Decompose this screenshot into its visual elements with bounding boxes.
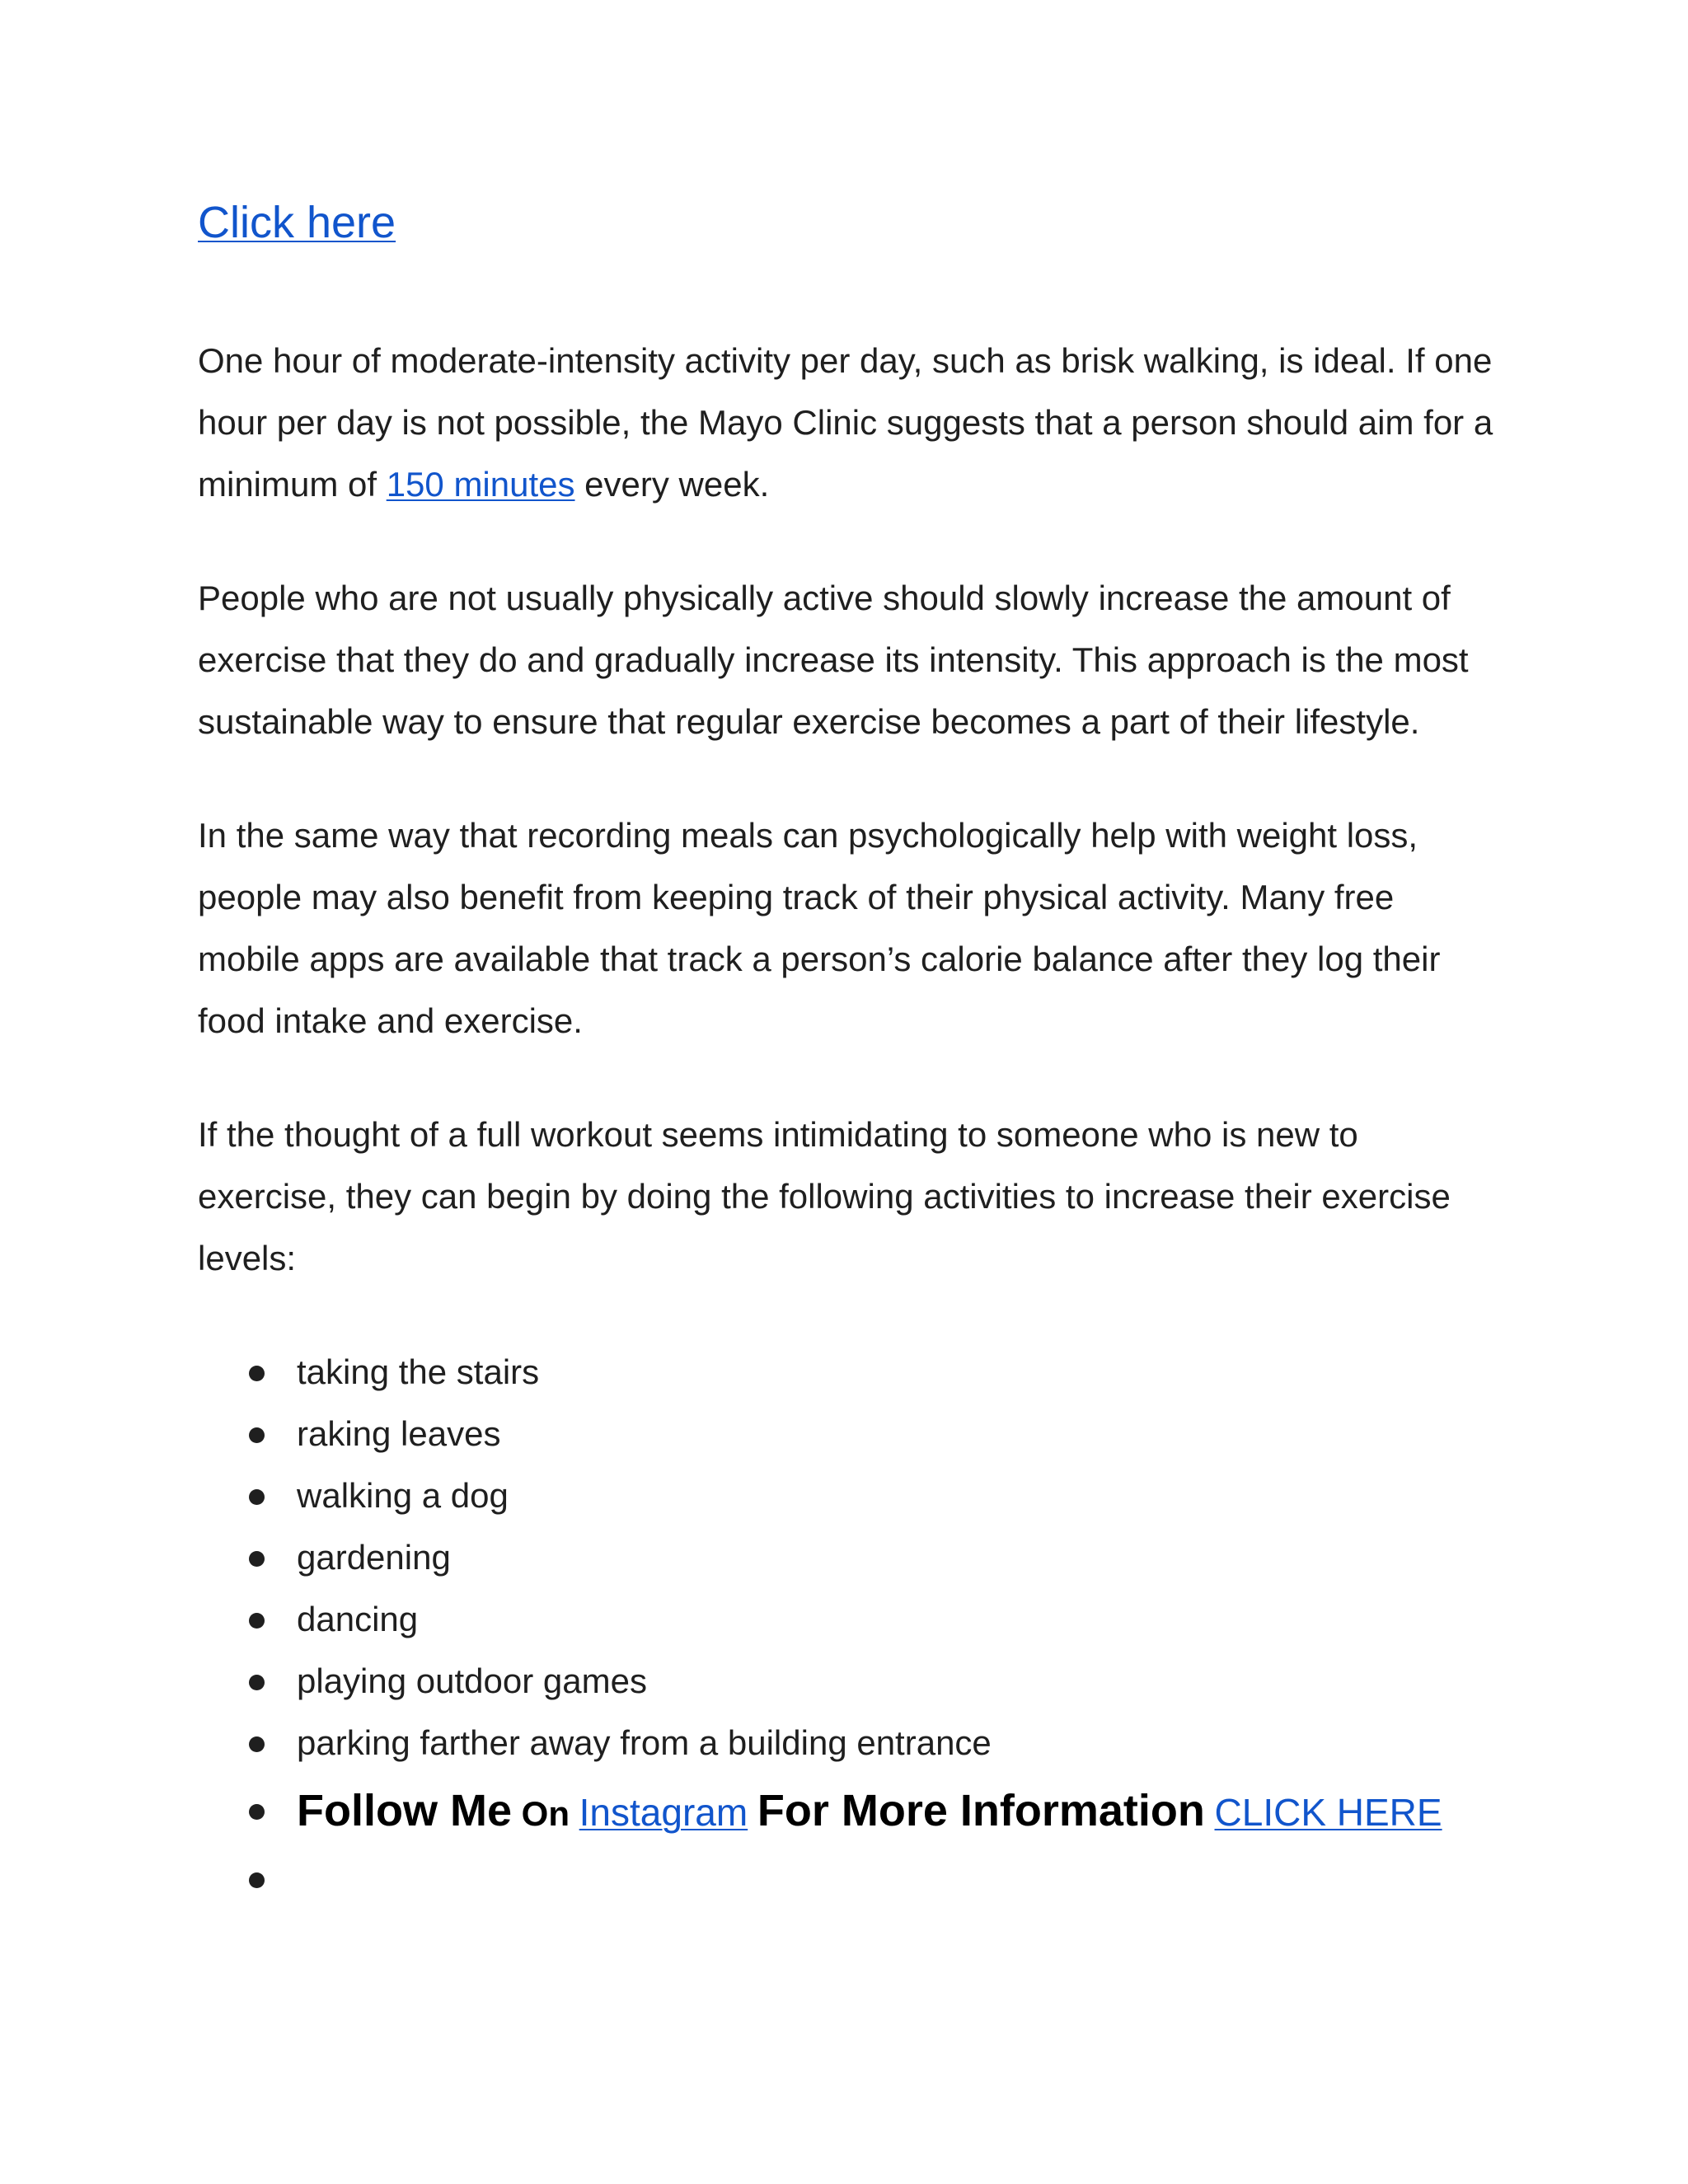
paragraph-gap (198, 1289, 1500, 1341)
paragraph-gap (198, 1052, 1500, 1104)
follow-me-text: Follow Me (297, 1786, 512, 1835)
list-item (198, 1650, 1500, 1712)
paragraph-text: every week. (574, 465, 770, 504)
bullet-icon (249, 1804, 265, 1820)
click-here-link[interactable]: Click here (198, 198, 396, 247)
paragraph-gradual-increase: People who are not usually physically active should slowly increase the amount of exercise that they do and gradually increase its intensity. This approach is the most sustainable way to ensure that regular exercise becomes a part of their lifestyle. (198, 579, 1469, 741)
activities-list (198, 1341, 1500, 1910)
list-item (198, 1341, 1500, 1403)
list-item (198, 1465, 1500, 1526)
list-item (198, 1403, 1500, 1465)
bullet-icon (249, 1675, 265, 1690)
promo-list-item (198, 1774, 1500, 1848)
list-item-text: gardening (297, 1538, 451, 1577)
instagram-link[interactable]: Instagram (579, 1791, 748, 1834)
paragraph-exercise-duration (198, 330, 1500, 515)
paragraph-gap (198, 752, 1500, 804)
list-item (198, 1588, 1500, 1650)
document-page (198, 190, 1500, 1910)
bullet-icon (249, 1427, 265, 1443)
list-item (198, 1712, 1500, 1774)
list-item-text: taking the stairs (297, 1352, 540, 1391)
bullet-icon (249, 1366, 265, 1381)
title-row (198, 190, 1500, 330)
bullet-icon (249, 1551, 265, 1567)
bullet-icon (249, 1613, 265, 1629)
list-item-text: parking farther away from a building entrance (297, 1723, 992, 1762)
list-item-text: dancing (297, 1600, 419, 1638)
on-text: On (521, 1794, 570, 1833)
for-more-information-text: For More Information (757, 1786, 1205, 1835)
paragraph-tracking: In the same way that recording meals can psychologically help with weight loss, people may also benefit from keeping track of their physical activity. Many free mobile apps are available that track a person’s calorie balance after they log their food intake and exercise. (198, 816, 1441, 1040)
bullet-icon (249, 1489, 265, 1505)
paragraph-text: One hour of moderate-intensity activity per day, such as brisk walking, is ideal. If one hour per day is not possible, the Mayo Clinic suggests that a person should aim for a minimum of (198, 341, 1493, 504)
list-item-text: walking a dog (297, 1476, 509, 1515)
paragraph-gap (198, 515, 1500, 567)
150-minutes-link[interactable]: 150 minutes (386, 465, 575, 504)
list-item (198, 1526, 1500, 1588)
paragraph-intro-activities: If the thought of a full workout seems intimidating to someone who is new to exercise, they can begin by doing the following activities to increase their exercise levels: (198, 1115, 1451, 1277)
empty-list-item (198, 1848, 1500, 1910)
click-here-caps-link[interactable]: CLICK HERE (1214, 1791, 1442, 1834)
list-item-text: raking leaves (297, 1414, 501, 1453)
list-item-text: playing outdoor games (297, 1661, 647, 1700)
bullet-icon (249, 1872, 265, 1888)
bullet-icon (249, 1736, 265, 1752)
